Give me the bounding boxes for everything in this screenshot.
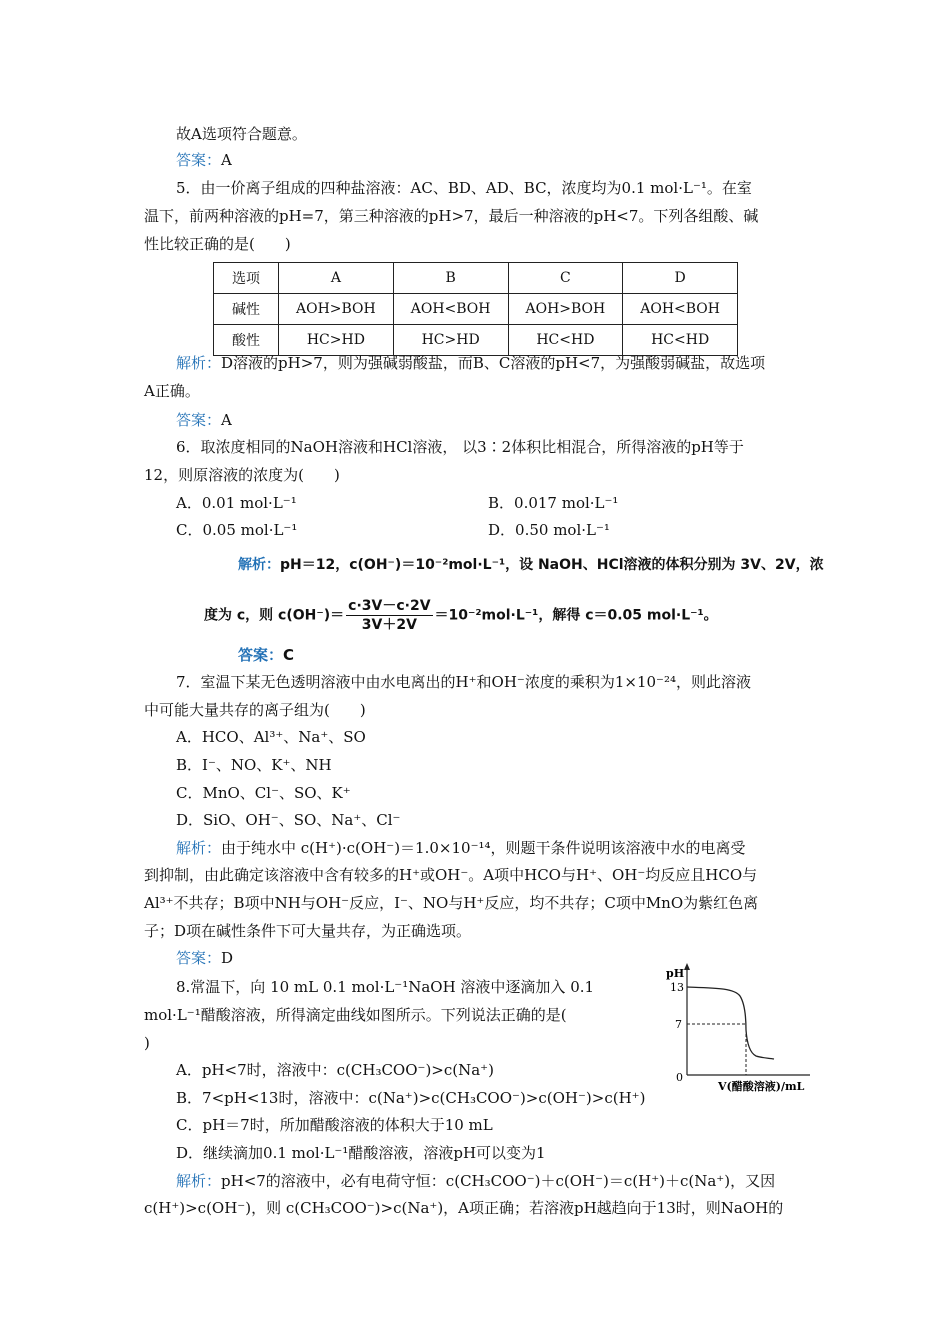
explain-text: ＝10⁻²mol·L⁻¹，解得 c＝0.05 mol·L⁻¹。 <box>434 607 718 624</box>
table-header-row <box>214 263 738 294</box>
table-cell: A <box>279 263 394 294</box>
q7-option-d: D．SiO、OH⁻、SO、Na⁺、Cl⁻ <box>176 811 401 829</box>
answer-line <box>176 948 233 968</box>
text-line: 故A选项符合题意。 <box>176 125 307 143</box>
q7-option-a: A．HCO、Al³⁺、Na⁺、SO <box>176 728 366 746</box>
answer-value: C <box>283 646 295 664</box>
q5-line-1: 5．由一价离子组成的四种盐溶液：AC、BD、AD、BC，浓度均为0.1 mol·L⁻¹。在室 <box>176 179 752 197</box>
e6-line-2 <box>204 597 718 634</box>
table-cell: C <box>508 263 623 294</box>
answer-value: A <box>221 151 232 169</box>
e8-line-1 <box>176 1171 775 1191</box>
q8-line-2: mol·L⁻¹醋酸溶液，所得滴定曲线如图所示。下列说法正确的是( <box>144 1006 567 1024</box>
q5-line-3: 性比较正确的是( ) <box>144 235 291 253</box>
q6-option-b: B．0.017 mol·L⁻¹ <box>488 494 619 512</box>
titration-curve-figure <box>660 960 830 1095</box>
table-cell: AOH<BOH <box>393 294 508 325</box>
q7-line-2: 中可能大量共存的离子组为( ) <box>144 701 366 719</box>
titration-curve <box>687 987 774 1059</box>
explain-text: 度为 c，则 c(OH⁻)＝ <box>204 607 345 624</box>
table-cell: 选项 <box>214 263 279 294</box>
explain-label: 解析： <box>238 557 280 573</box>
answer-label: 答案： <box>176 411 222 429</box>
origin-label: 0 <box>676 1071 683 1084</box>
q8-line-1: 8.常温下，向 10 mL 0.1 mol·L⁻¹NaOH 溶液中逐滴加入 0.1 <box>176 978 595 996</box>
e5-line-1 <box>176 353 765 373</box>
q7-option-c: C．MnO、Cl⁻、SO、K⁺ <box>176 784 351 802</box>
table-row <box>214 294 738 325</box>
table-cell: AOH<BOH <box>623 294 738 325</box>
table-cell: 碱性 <box>214 294 279 325</box>
table-cell: HC<HD <box>508 325 623 356</box>
table-cell: HC>HD <box>279 325 394 356</box>
answer-label: 答案： <box>238 646 284 664</box>
answer-value: A <box>221 411 232 429</box>
tick-13: 13 <box>670 981 684 994</box>
e7-line-4: 子；D项在碱性条件下可大量共存，为正确选项。 <box>144 922 472 940</box>
table-cell: AOH>BOH <box>279 294 394 325</box>
q6-option-a: A．0.01 mol·L⁻¹ <box>176 494 297 512</box>
explain-label: 解析： <box>176 839 222 857</box>
explain-text: 由于纯水中 c(H⁺)·c(OH⁻)＝1.0×10⁻¹⁴，则题干条件说明该溶液中水的电离受 <box>221 839 746 857</box>
answer-line <box>176 410 232 430</box>
fraction <box>346 597 432 634</box>
table-cell: AOH>BOH <box>508 294 623 325</box>
explain-text: D溶液的pH>7，则为强碱弱酸盐，而B、C溶液的pH<7，为强酸弱碱盐，故选项 <box>221 354 766 372</box>
x-axis-label: V(醋酸溶液)/mL <box>718 1080 805 1093</box>
explain-text: pH＝12，c(OH⁻)＝10⁻²mol·L⁻¹，设 NaOH、HCl溶液的体积分别为 3V、2V，浓 <box>280 557 824 573</box>
answer-label: 答案： <box>176 151 222 169</box>
table-cell: HC<HD <box>623 325 738 356</box>
explain-label: 解析： <box>176 354 222 372</box>
q7-option-b: B．I⁻、NO、K⁺、NH <box>176 756 332 774</box>
explain-text: pH<7的溶液中，必有电荷守恒：c(CH₃COO⁻)＋c(OH⁻)＝c(H⁺)＋c(Na⁺)，又因 <box>221 1172 776 1190</box>
answer-line <box>238 645 294 665</box>
q8-option-b: B．7<pH<13时，溶液中：c(Na⁺)>c(CH₃COO⁻)>c(OH⁻)>c(H⁺) <box>176 1089 646 1107</box>
table-cell: 酸性 <box>214 325 279 356</box>
table-row <box>214 325 738 356</box>
e8-line-2: c(H⁺)>c(OH⁻)，则 c(CH₃COO⁻)>c(Na⁺)，A项正确；若溶液pH越趋向于13时，则NaOH的 <box>144 1199 784 1217</box>
e7-line-3: Al³⁺不共存；B项中NH与OH⁻反应，I⁻、NO与H⁺反应，均不共存；C项中MnO为紫红色离 <box>144 894 759 912</box>
table-cell: D <box>623 263 738 294</box>
q6-line-2: 12，则原溶液的浓度为( ) <box>144 466 340 484</box>
y-axis-arrow <box>684 963 690 970</box>
fraction-denominator: 3V＋2V <box>361 617 417 633</box>
answer-line <box>176 150 232 170</box>
q5-line-2: 温下，前两种溶液的pH=7，第三种溶液的pH>7，最后一种溶液的pH<7。下列各组酸、碱 <box>144 207 759 225</box>
e7-line-2: 到抑制，由此确定该溶液中含有较多的H⁺或OH⁻。A项中HCO与H⁺、OH⁻均反应且HCO与 <box>144 866 758 884</box>
e5-line-2: A正确。 <box>144 382 200 400</box>
tick-7: 7 <box>675 1018 682 1031</box>
table-cell: HC>HD <box>393 325 508 356</box>
q7-line-1: 7．室温下某无色透明溶液中由水电离出的H⁺和OH⁻浓度的乘积为1×10⁻²⁴，则此溶液 <box>176 673 751 691</box>
q8-option-d: D．继续滴加0.1 mol·L⁻¹醋酸溶液，溶液pH可以变为1 <box>176 1144 546 1162</box>
answer-value: D <box>221 949 234 967</box>
answer-label: 答案： <box>176 949 222 967</box>
q6-option-c: C．0.05 mol·L⁻¹ <box>176 521 298 539</box>
q8-option-c: C．pH＝7时，所加醋酸溶液的体积大于10 mL <box>176 1116 493 1134</box>
explain-label: 解析： <box>176 1172 222 1190</box>
options-table <box>213 262 738 356</box>
q6-option-d: D．0.50 mol·L⁻¹ <box>488 521 610 539</box>
q8-line-3: ) <box>144 1034 150 1052</box>
q8-option-a: A．pH<7时，溶液中：c(CH₃COO⁻)>c(Na⁺) <box>176 1061 494 1079</box>
y-axis-label: pH <box>666 967 685 980</box>
q6-line-1: 6．取浓度相同的NaOH溶液和HCl溶液， 以3∶2体积比相混合，所得溶液的pH等于 <box>176 438 744 456</box>
e7-line-1 <box>176 838 746 858</box>
fraction-numerator: c·3V－c·2V <box>348 598 431 614</box>
e6-line-1 <box>238 555 824 575</box>
table-cell: B <box>393 263 508 294</box>
